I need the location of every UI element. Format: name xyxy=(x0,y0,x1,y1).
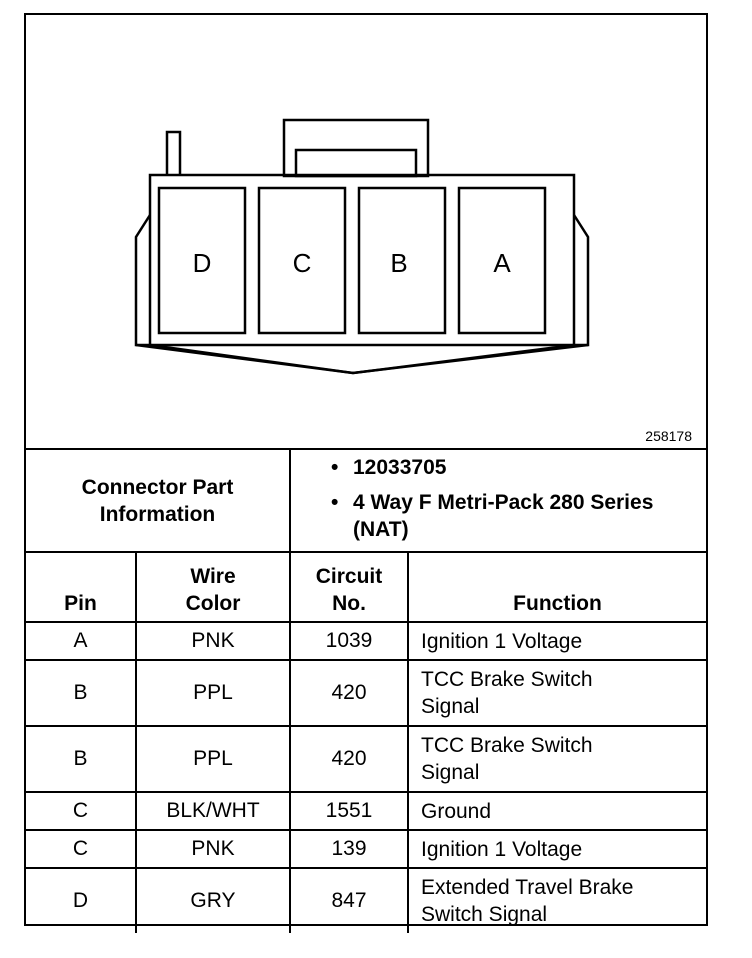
cell-pin: A xyxy=(26,622,136,660)
pinout-table xyxy=(26,448,706,933)
cell-function: Extended Travel Brake Switch Signal xyxy=(408,868,706,933)
cell-circuit: 139 xyxy=(290,830,408,868)
cell-circuit: 420 xyxy=(290,726,408,792)
cell-function: Ground xyxy=(408,792,706,830)
table-row xyxy=(26,660,706,726)
part-info-label: Connector Part Information xyxy=(26,449,290,552)
cell-wire-color: PPL xyxy=(136,660,290,726)
bottom-chevron xyxy=(150,345,574,373)
cell-wire-color: PNK xyxy=(136,830,290,868)
table-row xyxy=(26,622,706,660)
connector-face-drawing xyxy=(26,15,706,448)
cell-pin: C xyxy=(26,830,136,868)
cell-wire-color: BLK/WHT xyxy=(136,792,290,830)
header-pin: Pin xyxy=(26,552,136,622)
figure-id: 258178 xyxy=(645,428,692,444)
connector-diagram-panel xyxy=(26,15,706,448)
pin-label-d: D xyxy=(192,248,212,278)
alignment-post xyxy=(167,132,180,175)
pin-label-b: B xyxy=(390,248,408,278)
left-latch xyxy=(136,215,150,345)
table-row xyxy=(26,830,706,868)
table-header-row xyxy=(26,552,706,622)
cell-function: Ignition 1 Voltage xyxy=(408,622,706,660)
header-circuit: Circuit No. xyxy=(290,552,408,622)
cell-function: TCC Brake Switch Signal xyxy=(408,726,706,792)
part-number: • 12033705 xyxy=(331,454,706,481)
right-latch xyxy=(574,215,588,345)
pin-label-c: C xyxy=(292,248,312,278)
cell-wire-color: PPL xyxy=(136,726,290,792)
cell-circuit: 1551 xyxy=(290,792,408,830)
cell-wire-color: PNK xyxy=(136,622,290,660)
part-info-details xyxy=(290,449,706,552)
pin-label-a: A xyxy=(493,248,511,278)
table-row xyxy=(26,868,706,933)
connector-sheet xyxy=(24,13,708,926)
header-function: Function xyxy=(408,552,706,622)
header-wire-color: Wire Color xyxy=(136,552,290,622)
cell-pin: D xyxy=(26,868,136,933)
table-row xyxy=(26,792,706,830)
locking-tab-inner xyxy=(296,150,416,176)
cell-function: Ignition 1 Voltage xyxy=(408,830,706,868)
cell-circuit: 420 xyxy=(290,660,408,726)
locking-tab xyxy=(284,120,428,176)
connector-description: • 4 Way F Metri-Pack 280 Series (NAT) xyxy=(331,489,706,543)
cell-function: TCC Brake Switch Signal xyxy=(408,660,706,726)
part-info-row xyxy=(26,449,706,552)
table-row xyxy=(26,726,706,792)
cell-pin: C xyxy=(26,792,136,830)
cell-circuit: 847 xyxy=(290,868,408,933)
cell-wire-color: GRY xyxy=(136,868,290,933)
cell-circuit: 1039 xyxy=(290,622,408,660)
cell-pin: B xyxy=(26,726,136,792)
cell-pin: B xyxy=(26,660,136,726)
